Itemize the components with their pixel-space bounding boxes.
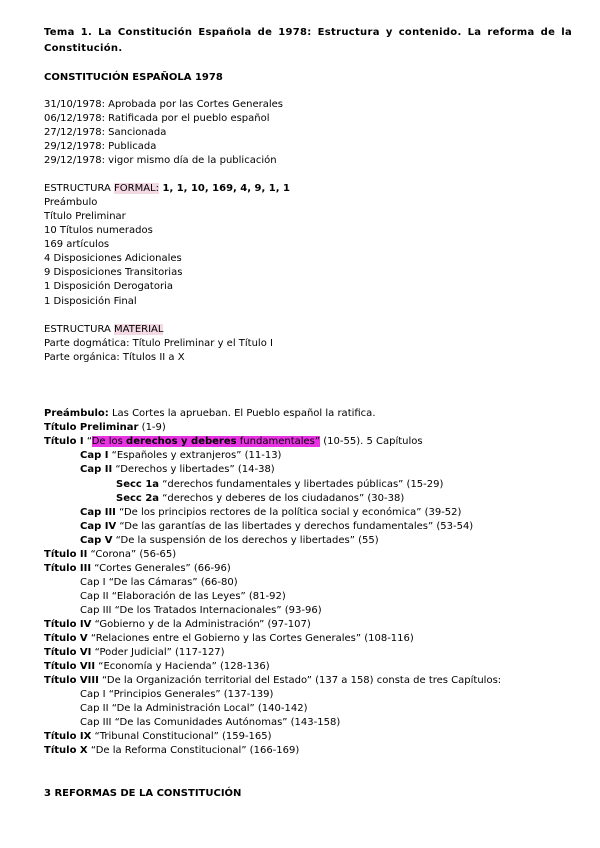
cap-text: “De las garantías de las libertades y derechos fundamentales” (53-54): [116, 521, 474, 532]
preambulo-line: [44, 408, 376, 420]
highlight-part: De los: [91, 436, 127, 447]
cap-label: Cap IV: [80, 521, 117, 532]
titulo-5-line: [44, 633, 414, 645]
formal-item: 169 artículos: [44, 239, 110, 250]
titulo-6-line: [44, 647, 225, 659]
cap-text: “Derechos y libertades” (14-38): [112, 464, 275, 475]
capitulo-line: [80, 535, 379, 547]
secc-label: Secc 1a: [116, 479, 160, 490]
secc-text: “derechos y deberes de los ciudadanos” (30-38): [159, 493, 405, 504]
titulo-8-line: [44, 675, 501, 687]
estructura-formal-heading: [44, 183, 290, 195]
titulo-text: “Tribunal Constitucional” (159-165): [91, 731, 272, 742]
titulo-4-line: [44, 619, 311, 631]
capitulo-line: Cap I “Principios Generales” (137-139): [80, 689, 274, 700]
reformas-heading: 3 REFORMAS DE LA CONSTITUCIÓN: [44, 788, 242, 799]
titulo-label: Título III: [44, 563, 92, 574]
formal-numbers: 1, 1, 10, 169, 4, 9, 1, 1: [159, 183, 290, 194]
heading-constitucion: CONSTITUCIÓN ESPAÑOLA 1978: [44, 72, 223, 83]
formal-item: 1 Disposición Derogatoria: [44, 281, 173, 292]
titulo-1-line: [44, 436, 423, 448]
cap-label: Cap II: [80, 464, 113, 475]
titulo-text: “De la Reforma Constitucional” (166-169): [87, 745, 300, 756]
titulo-text: (10-55). 5 Capítulos: [320, 436, 423, 447]
preambulo-text: Las Cortes la aprueban. El Pueblo español la ratifica.: [108, 408, 376, 419]
titulo-label: Título X: [44, 745, 88, 756]
cap-text: “Españoles y extranjeros” (11-13): [108, 450, 282, 461]
titulo-label: Título VII: [44, 661, 96, 672]
titulo-quote-open: “: [83, 436, 92, 447]
titulo-label: Título IX: [44, 731, 92, 742]
titulo-preliminar-line: [44, 422, 166, 434]
seccion-line: [116, 479, 443, 491]
formal-item: Preámbulo: [44, 197, 98, 208]
secc-text: “derechos fundamentales y libertades públicas” (15-29): [159, 479, 444, 490]
titulo-label: Título VIII: [44, 675, 99, 686]
titulo-label: Título VI: [44, 647, 92, 658]
capitulo-line: [80, 521, 473, 533]
capitulo-line: Cap III “De las Comunidades Autónomas” (143-158): [80, 717, 341, 728]
capitulo-line: Cap II “De la Administración Local” (140-142): [80, 703, 308, 714]
titulo-2-line: [44, 549, 176, 561]
estructura-label: ESTRUCTURA: [44, 324, 115, 335]
seccion-line: [116, 493, 404, 505]
secc-label: Secc 2a: [116, 493, 160, 504]
formal-highlight: FORMAL:: [114, 183, 159, 194]
capitulo-line: [80, 464, 275, 476]
titulo-text: “De la Organización territorial del Estado” (137 a 158) consta de tres Capítulos:: [98, 675, 502, 686]
material-item: Parte orgánica: Títulos II a X: [44, 352, 185, 363]
titulo-text: “Relaciones entre el Gobierno y las Cortes Generales” (108-116): [87, 633, 414, 644]
titulo-10-line: [44, 745, 299, 757]
formal-item: 4 Disposiciones Adicionales: [44, 253, 182, 264]
date-line: 29/12/1978: vigor mismo día de la publicación: [44, 155, 277, 166]
titulo-label: Título I: [44, 436, 84, 447]
titulo-text: “Gobierno y de la Administración” (97-107): [91, 619, 311, 630]
titulo-7-line: [44, 661, 270, 673]
capitulo-line: Cap II “Elaboración de las Leyes” (81-92): [80, 591, 286, 602]
date-line: 29/12/1978: Publicada: [44, 141, 157, 152]
date-line: 06/12/1978: Ratificada por el pueblo español: [44, 113, 270, 124]
capitulo-line: Cap I “De las Cámaras” (66-80): [80, 577, 238, 588]
titulo-3-line: [44, 563, 231, 575]
titulo-text: “Corona” (56-65): [87, 549, 177, 560]
capitulo-line: [80, 507, 461, 519]
titulo-text: (1-9): [138, 422, 166, 433]
titulo-1-highlight: [92, 436, 320, 447]
material-highlight: MATERIAL: [114, 324, 164, 335]
cap-text: “De los principios rectores de la política social y económica” (39-52): [115, 507, 462, 518]
estructura-material-heading: [44, 324, 163, 336]
titulo-label: Título II: [44, 549, 88, 560]
formal-item: 1 Disposición Final: [44, 296, 137, 307]
material-item: Parte dogmática: Título Preliminar y el Título I: [44, 338, 273, 349]
date-line: 27/12/1978: Sancionada: [44, 127, 167, 138]
highlight-part: fundamentales”: [236, 436, 321, 447]
formal-item: 9 Disposiciones Transitorias: [44, 267, 183, 278]
titulo-text: “Cortes Generales” (66-96): [91, 563, 231, 574]
cap-text: “De la suspensión de los derechos y libertades” (55): [112, 535, 379, 546]
titulo-9-line: [44, 731, 272, 743]
formal-item: Título Preliminar: [44, 211, 126, 222]
cap-label: Cap III: [80, 507, 116, 518]
document-title: Tema 1. La Constitución Española de 1978: Estructura y contenido. La reforma de la Constitución.: [44, 27, 572, 54]
titulo-label: Título IV: [44, 619, 92, 630]
preambulo-label: Preámbulo:: [44, 408, 109, 419]
cap-label: Cap V: [80, 535, 113, 546]
highlight-part-bold: derechos y deberes: [126, 436, 237, 447]
capitulo-line: [80, 450, 281, 462]
titulo-label: Título V: [44, 633, 88, 644]
titulo-label: Título Preliminar: [44, 422, 139, 433]
formal-item: 10 Títulos numerados: [44, 225, 153, 236]
estructura-label: ESTRUCTURA: [44, 183, 115, 194]
titulo-text: “Economía y Hacienda” (128-136): [95, 661, 270, 672]
cap-label: Cap I: [80, 450, 109, 461]
capitulo-line: Cap III “De los Tratados Internacionales” (93-96): [80, 605, 322, 616]
date-line: 31/10/1978: Aprobada por las Cortes Generales: [44, 99, 284, 110]
titulo-text: “Poder Judicial” (117-127): [91, 647, 225, 658]
